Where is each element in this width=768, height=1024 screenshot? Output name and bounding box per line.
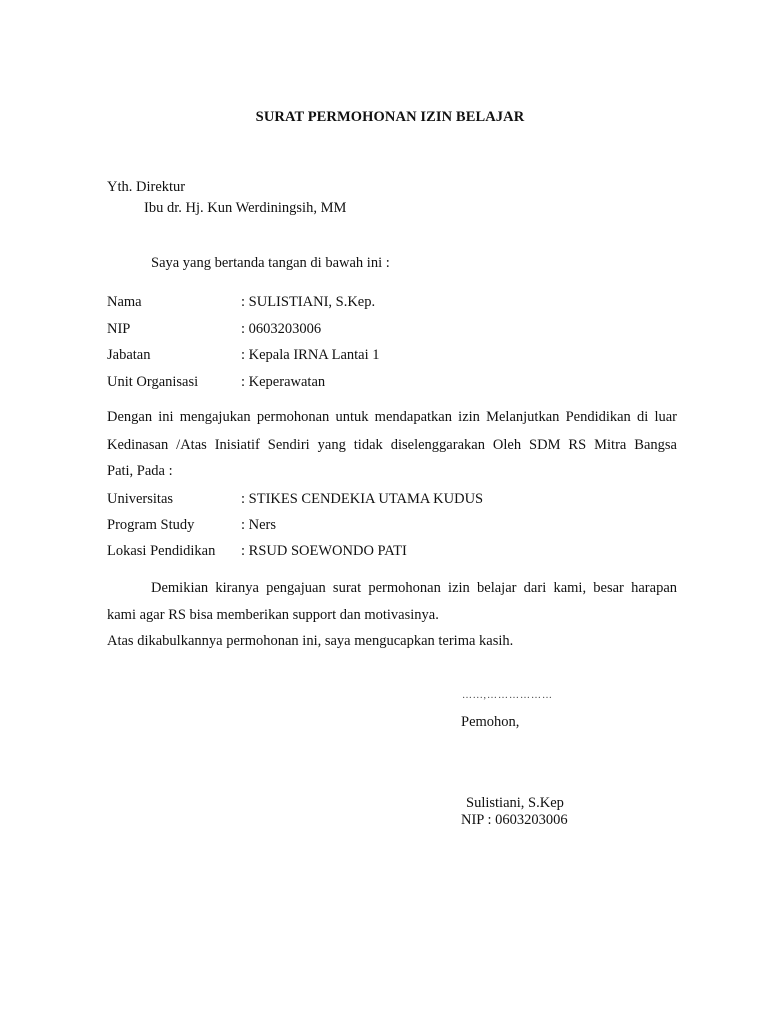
letter-title: SURAT PERMOHONAN IZIN BELAJAR: [255, 109, 525, 125]
closing-line-1: Demikian kiranya pengajuan surat permohonan izin belajar dari kami, besar harapan: [151, 580, 677, 596]
field-value: : 0603203006: [241, 321, 322, 337]
field-label: Lokasi Pendidikan: [107, 543, 216, 559]
opening-statement: Saya yang bertanda tangan di bawah ini :: [151, 255, 390, 271]
field-value: : Keperawatan: [241, 374, 326, 390]
request-line-2: Kedinasan /Atas Inisiatif Sendiri yang tidak diselenggarakan Oleh SDM RS Mitra Bangsa: [107, 437, 677, 453]
field-label: NIP: [107, 321, 131, 337]
addressee-line-1: Yth. Direktur: [107, 179, 186, 195]
field-value: : RSUD SOEWONDO PATI: [241, 543, 407, 559]
field-label: Universitas: [107, 491, 174, 507]
signature-nip: NIP : 0603203006: [461, 812, 568, 828]
signature-place-date: …...,………………: [462, 690, 553, 701]
signature-role: Pemohon,: [461, 714, 520, 730]
field-label: Unit Organisasi: [107, 374, 199, 390]
addressee-line-2: Ibu dr. Hj. Kun Werdiningsih, MM: [144, 200, 347, 216]
field-label: Jabatan: [107, 347, 151, 363]
closing-line-3: Atas dikabulkannya permohonan ini, saya mengucapkan terima kasih.: [107, 633, 514, 649]
field-value: : STIKES CENDEKIA UTAMA KUDUS: [241, 491, 484, 507]
closing-line-2: kami agar RS bisa memberikan support dan motivasinya.: [107, 607, 439, 623]
signature-name: Sulistiani, S.Kep: [466, 795, 564, 811]
field-label: Nama: [107, 294, 142, 310]
field-value: : Ners: [241, 517, 277, 533]
request-line-1: Dengan ini mengajukan permohonan untuk mendapatkan izin Melanjutkan Pendidikan di luar: [107, 409, 677, 425]
request-line-3: Pati, Pada :: [107, 463, 173, 479]
field-value: : SULISTIANI, S.Kep.: [241, 294, 376, 310]
field-label: Program Study: [107, 517, 195, 533]
field-value: : Kepala IRNA Lantai 1: [241, 347, 380, 363]
